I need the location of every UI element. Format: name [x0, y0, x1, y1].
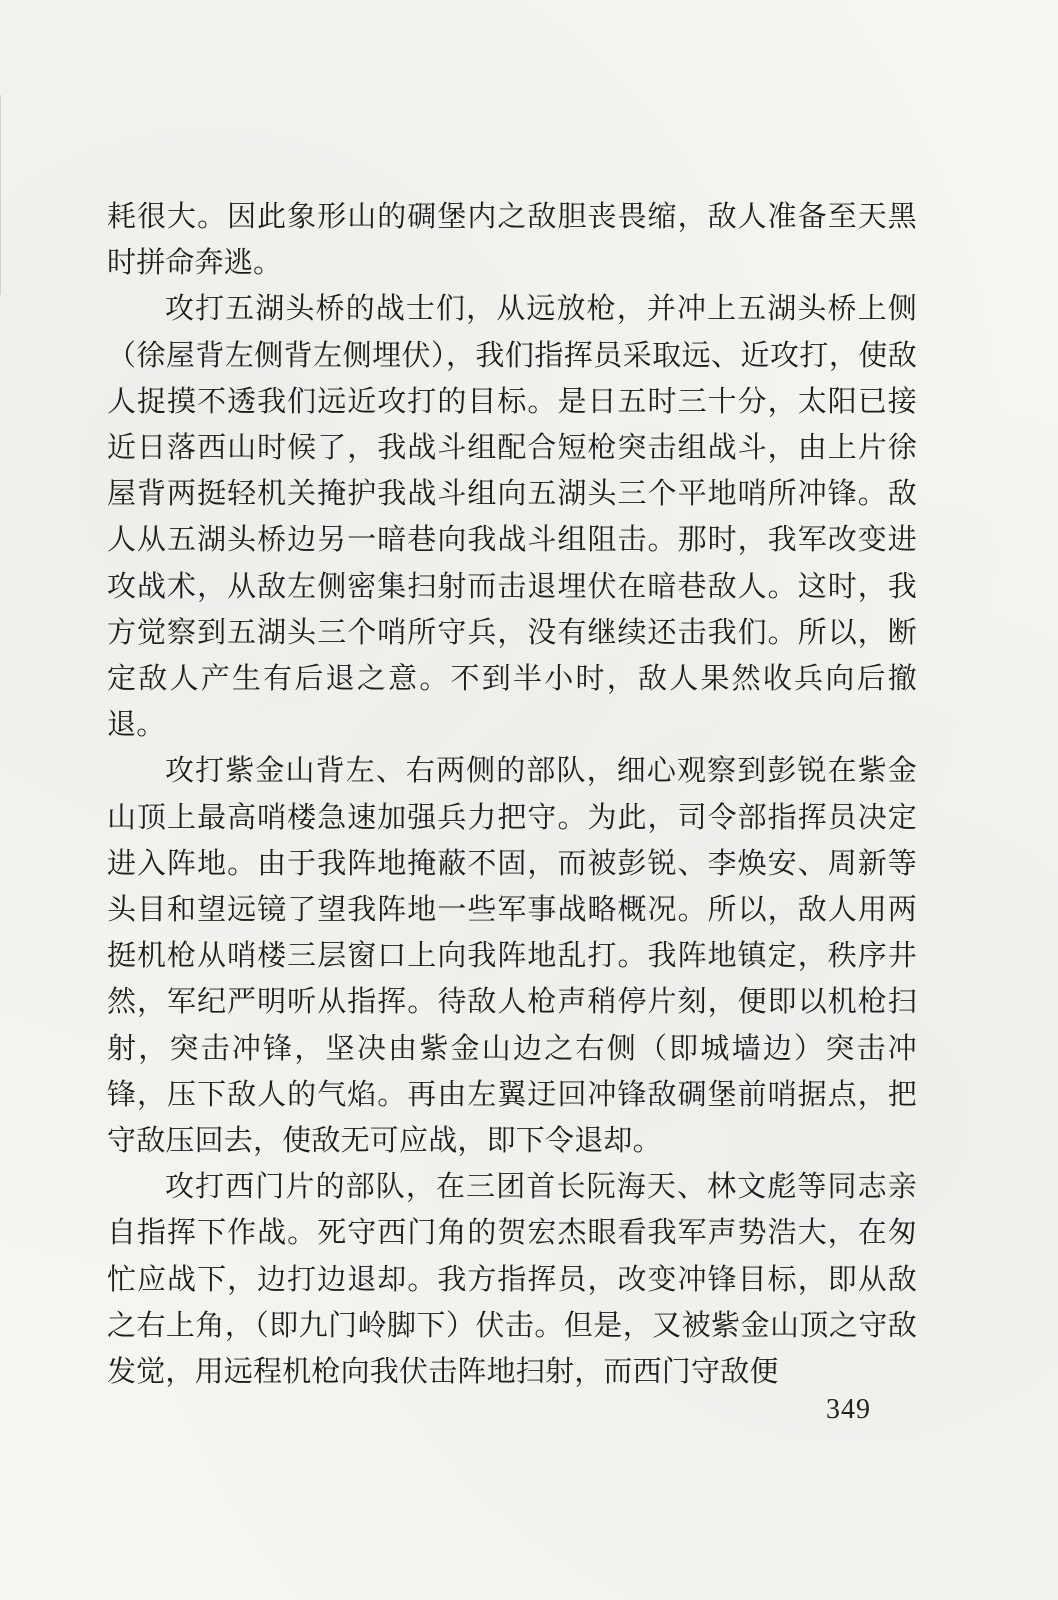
paragraph-3: 攻打紫金山背左、右两侧的部队，细心观察到彭锐在紫金山顶上最高哨楼急速加强兵力把守。为此，司令部指挥员决定进入阵地。由于我阵地掩蔽不固，而被彭锐、李焕安、周新等头目和望远镜了望我阵地一些军事战略概况。所以，敌人用两挺机枪从哨楼三层窗口上向我阵地乱打。我阵地镇定，秩序井然，军纪严明听从指挥。待敌人枪声稍停片刻，便即以机枪扫射，突击冲锋，坚决由紫金山边之右侧（即城墙边）突击冲锋，压下敌人的气焰。再由左翼迂回冲锋敌碉堡前哨据点，把守敌压回去，使敌无可应战，即下令退却。 [107, 753, 917, 1158]
paragraph-2: 攻打五湖头桥的战士们，从远放枪，并冲上五湖头桥上侧（徐屋背左侧背左侧埋伏），我们指挥员采取远、近攻打，使敌人捉摸不透我们远近攻打的目标。是日五时三十分，太阳已接近日落西山时候了，我战斗组配合短枪突击组战斗，由上片徐屋背两挺轻机关掩护我战斗组向五湖头三个平地哨所冲锋。敌人从五湖头桥边另一暗巷向我战斗组阻击。那时，我军改变进攻战术，从敌左侧密集扫射而击退埋伏在暗巷敌人。这时，我方觉察到五湖头三个哨所守兵，没有继续还击我们。所以，断定敌人产生有后退之意。不到半小时，敌人果然收兵向后撤退。 [107, 291, 917, 742]
paragraph-1: 耗很大。因此象形山的碉堡内之敌胆丧畏缩，敌人准备至天黑时拼命奔逃。 [107, 199, 917, 280]
paragraph-4: 攻打西门片的部队，在三团首长阮海天、林文彪等同志亲自指挥下作战。死守西门角的贺宏杰眼看我军声势浩大，在匆忙应战下，边打边退却。我方指挥员，改变冲锋目标，即从敌之右上角，（即九门岭脚下）伏击。但是，又被紫金山顶之守敌发觉，用远程机枪向我伏击阵地扫射，而西门守敌便 [107, 1169, 917, 1389]
page-edge-mark [0, 95, 15, 295]
page-number: 349 [826, 1394, 871, 1425]
body-text [107, 193, 917, 1394]
